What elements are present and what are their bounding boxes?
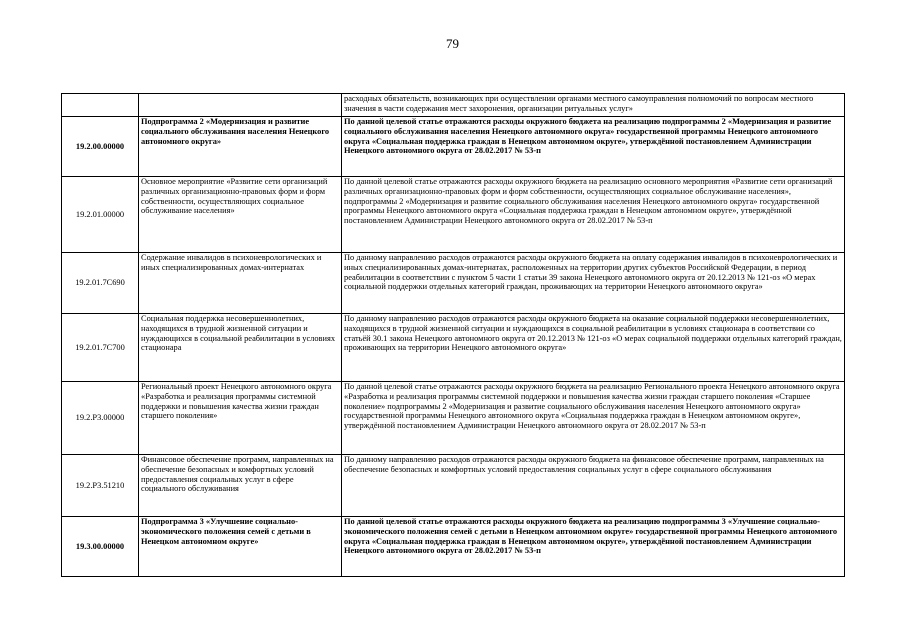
row-name: Основное мероприятие «Развитие сети организаций различных организационно-правовых форм и форм собственности, осуществляющих социальное обслуживание населения» — [139, 177, 342, 253]
table-row — [62, 314, 845, 382]
row-code: 19.2.Р3.51210 — [62, 455, 139, 517]
row-description: По данной целевой статье отражаются расходы окружного бюджета на реализацию Регионального проекта Ненецкого автономного округа «Разработка и реализация программы системной поддержки и повышения качества жизни граждан старшего поколения «Старшее поколение» подпрограммы 2 «Модернизация и развитие социального обслуживания населения Ненецкого автономного округа» государственной программы Ненецкого автономного округа «Социальная поддержка граждан в Ненецком автономном округе», утверждённой постановлением Администрации Ненецкого автономного округа от 28.02.2017 № 53-п — [342, 382, 845, 455]
row-name: Содержание инвалидов в психоневрологических и иных специализированных домах-интернатах — [139, 253, 342, 314]
row-code: 19.3.00.00000 — [62, 517, 139, 577]
row-description: расходных обязательств, возникающих при осуществлении органами местного самоуправления полномочий по вопросам местного значения в части содержания мест захоронения, организации ритуальных услуг» — [342, 94, 845, 117]
row-description: По данному направлению расходов отражаются расходы окружного бюджета на оплату содержания инвалидов в психоневрологических и иных специализированных домах-интернатах, расположенных на территории других субъектов Российской Федерации, в период реабилитации в соответствии с пунктом 5 части 1 статьи 39 закона Ненецкого автономного округа от 20.12.2013 № 121-оз «О мерах социальной поддержки отдельных категорий граждан, проживающих на территории Ненецкого автономного округа» — [342, 253, 845, 314]
row-code: 19.2.01.7С700 — [62, 314, 139, 382]
row-description: По данному направлению расходов отражаются расходы окружного бюджета на финансовое обеспечение программ, направленных на обеспечение безопасных и комфортных условий предоставления социальных услуг в сфере социального обслуживания — [342, 455, 845, 517]
page-number: 79 — [446, 36, 459, 51]
row-code: 19.2.01.00000 — [62, 177, 139, 253]
row-description: По данной целевой статье отражаются расходы окружного бюджета на реализацию подпрограммы 3 «Улучшение социально-экономического положения семей с детьми в Ненецком автономном округе» государственной программы Ненецкого автономного округа «Социальная поддержка граждан в Ненецком автономном округе», утверждённой постановлением Администрации Ненецкого автономного округа от 28.02.2017 № 53-п — [342, 517, 845, 577]
table-row — [62, 253, 845, 314]
row-name: Финансовое обеспечение программ, направленных на обеспечение безопасных и комфортных условий предоставления социальных услуг в сфере социального обслуживания — [139, 455, 342, 517]
row-name: Социальная поддержка несовершеннолетних, находящихся в трудной жизненной ситуации и нуждающихся в социальной реабилитации в условиях стационара — [139, 314, 342, 382]
table-row — [62, 517, 845, 577]
table-row — [62, 382, 845, 455]
row-name: Подпрограмма 3 «Улучшение социально-экономического положения семей с детьми в Ненецком автономном округе» — [139, 517, 342, 577]
row-description: По данной целевой статье отражаются расходы окружного бюджета на реализацию основного мероприятия «Развитие сети организаций различных организационно-правовых форм и форм собственности, осуществляющих социальное обслуживание населения», подпрограммы 2 «Модернизация и развитие социального обслуживания населения Ненецкого автономного округа» государственной программы Ненецкого автономного округа «Социальная поддержка граждан в Ненецком автономном округе», утверждённой постановлением Администрации Ненецкого автономного округа от 28.02.2017 № 53-п — [342, 177, 845, 253]
table-row — [62, 94, 845, 117]
row-description: По данному направлению расходов отражаются расходы окружного бюджета на оказание социальной поддержки несовершеннолетних, находящихся в трудной жизненной ситуации и нуждающихся в социальной реабилитации в условиях стационара в соответствии со статьёй 30.1 закона Ненецкого автономного округа от 20.12.2013 № 121-оз «О мерах социальной поддержки отдельных категорий граждан, проживающих на территории Ненецкого автономного округа» — [342, 314, 845, 382]
table-row — [62, 177, 845, 253]
table-row — [62, 117, 845, 177]
row-code: 19.2.01.7С690 — [62, 253, 139, 314]
row-code: 19.2.00.00000 — [62, 117, 139, 177]
row-code — [62, 94, 139, 117]
row-description: По данной целевой статье отражаются расходы окружного бюджета на реализацию подпрограммы 2 «Модернизация и развитие социального обслуживания населения Ненецкого автономного округа» государственной программы Ненецкого автономного округа «Социальная поддержка граждан в Ненецком автономном округе», утверждённой постановлением Администрации Ненецкого автономного округа от 28.02.2017 № 53-п — [342, 117, 845, 177]
budget-classification-table — [61, 93, 845, 577]
row-code: 19.2.Р3.00000 — [62, 382, 139, 455]
row-name: Подпрограмма 2 «Модернизация и развитие социального обслуживания населения Ненецкого автономного округа» — [139, 117, 342, 177]
row-name: Региональный проект Ненецкого автономного округа «Разработка и реализация программы системной поддержки и повышения качества жизни граждан старшего поколения» — [139, 382, 342, 455]
table-row — [62, 455, 845, 517]
row-name — [139, 94, 342, 117]
